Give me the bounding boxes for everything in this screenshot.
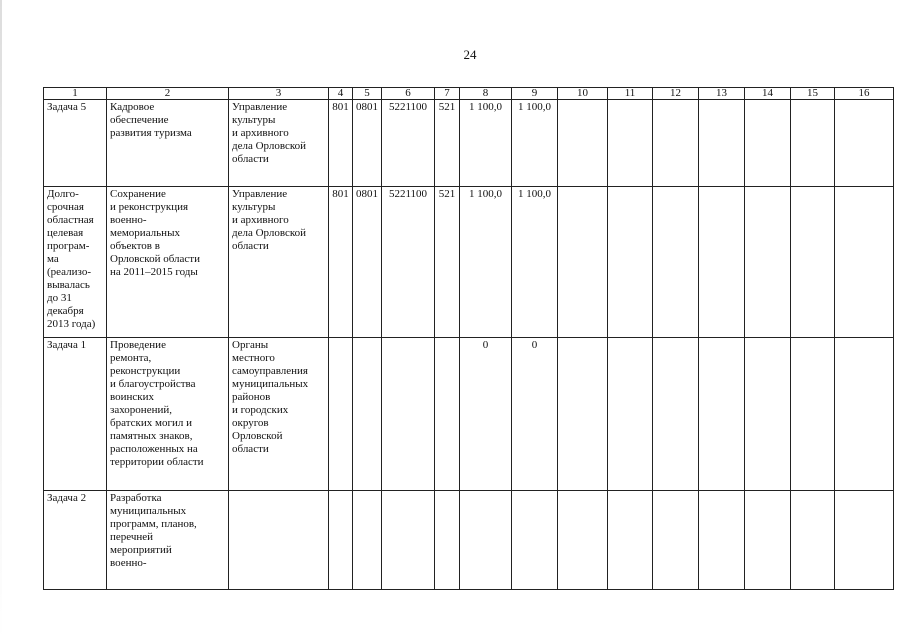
page-number: 24 [463,47,477,62]
value-col8: 0 [460,338,512,491]
value-col8 [460,491,512,590]
code-target-article: 5221100 [382,187,435,338]
empty-cell [835,187,894,338]
value-col9: 1 100,0 [512,100,558,187]
responsible-executor: Управление культуры и архивного дела Орловской области [229,187,329,338]
responsible-executor: Управление культуры и архивного дела Орловской области [229,100,329,187]
column-number: 1 [44,88,107,100]
table-row [44,100,894,187]
code-grbs [329,338,353,491]
row-label: Задача 1 [44,338,107,491]
budget-table [43,87,894,590]
code-grbs [329,491,353,590]
activity-name: Кадровое обеспечение развития туризма [107,100,229,187]
row-label: Долго- срочная областная целевая програм- ма (реализо- вывалась до 31 декабря 2013 года) [44,187,107,338]
empty-cell [558,187,608,338]
empty-cell [653,491,699,590]
column-number: 8 [460,88,512,100]
empty-cell [699,187,745,338]
responsible-executor: Органы местного самоуправления муниципальных районов и городских округов Орловской области [229,338,329,491]
code-target-article [382,338,435,491]
value-col8: 1 100,0 [460,187,512,338]
activity-name: Проведение ремонта, реконструкции и благоустройства воинских захоронений, братских могил и памятных знаков, расположенных на территории области [107,338,229,491]
code-target-article [382,491,435,590]
code-section: 0801 [353,100,382,187]
code-expense-type [435,491,460,590]
table-row [44,491,894,590]
table-row [44,187,894,338]
value-col8: 1 100,0 [460,100,512,187]
row-label: Задача 5 [44,100,107,187]
empty-cell [745,338,791,491]
value-col9 [512,491,558,590]
code-section [353,491,382,590]
empty-cell [558,491,608,590]
scan-edge [0,0,2,640]
column-number: 7 [435,88,460,100]
empty-cell [653,187,699,338]
code-expense-type [435,338,460,491]
row-label: Задача 2 [44,491,107,590]
empty-cell [699,338,745,491]
empty-cell [653,338,699,491]
column-number: 13 [699,88,745,100]
activity-name: Сохранение и реконструкция военно- мемориальных объектов в Орловской области на 2011–2015 годы [107,187,229,338]
empty-cell [608,100,653,187]
empty-cell [791,338,835,491]
column-number: 4 [329,88,353,100]
empty-cell [835,100,894,187]
column-number: 9 [512,88,558,100]
code-expense-type: 521 [435,187,460,338]
code-section: 0801 [353,187,382,338]
empty-cell [791,100,835,187]
column-number: 5 [353,88,382,100]
empty-cell [558,100,608,187]
empty-cell [791,187,835,338]
activity-name: Разработка муниципальных программ, планов, перечней мероприятий военно- [107,491,229,590]
value-col9: 1 100,0 [512,187,558,338]
column-number: 12 [653,88,699,100]
empty-cell [558,338,608,491]
empty-cell [699,491,745,590]
column-number: 10 [558,88,608,100]
empty-cell [745,491,791,590]
code-target-article: 5221100 [382,100,435,187]
empty-cell [608,491,653,590]
empty-cell [653,100,699,187]
empty-cell [608,187,653,338]
code-grbs: 801 [329,187,353,338]
table-header-row [44,88,894,100]
column-number: 11 [608,88,653,100]
column-number: 6 [382,88,435,100]
code-grbs: 801 [329,100,353,187]
responsible-executor [229,491,329,590]
code-section [353,338,382,491]
column-number: 14 [745,88,791,100]
empty-cell [835,338,894,491]
empty-cell [745,187,791,338]
empty-cell [835,491,894,590]
column-number: 15 [791,88,835,100]
column-number: 2 [107,88,229,100]
table-row [44,338,894,491]
empty-cell [699,100,745,187]
empty-cell [791,491,835,590]
code-expense-type: 521 [435,100,460,187]
column-number: 16 [835,88,894,100]
empty-cell [608,338,653,491]
empty-cell [745,100,791,187]
value-col9: 0 [512,338,558,491]
column-number: 3 [229,88,329,100]
